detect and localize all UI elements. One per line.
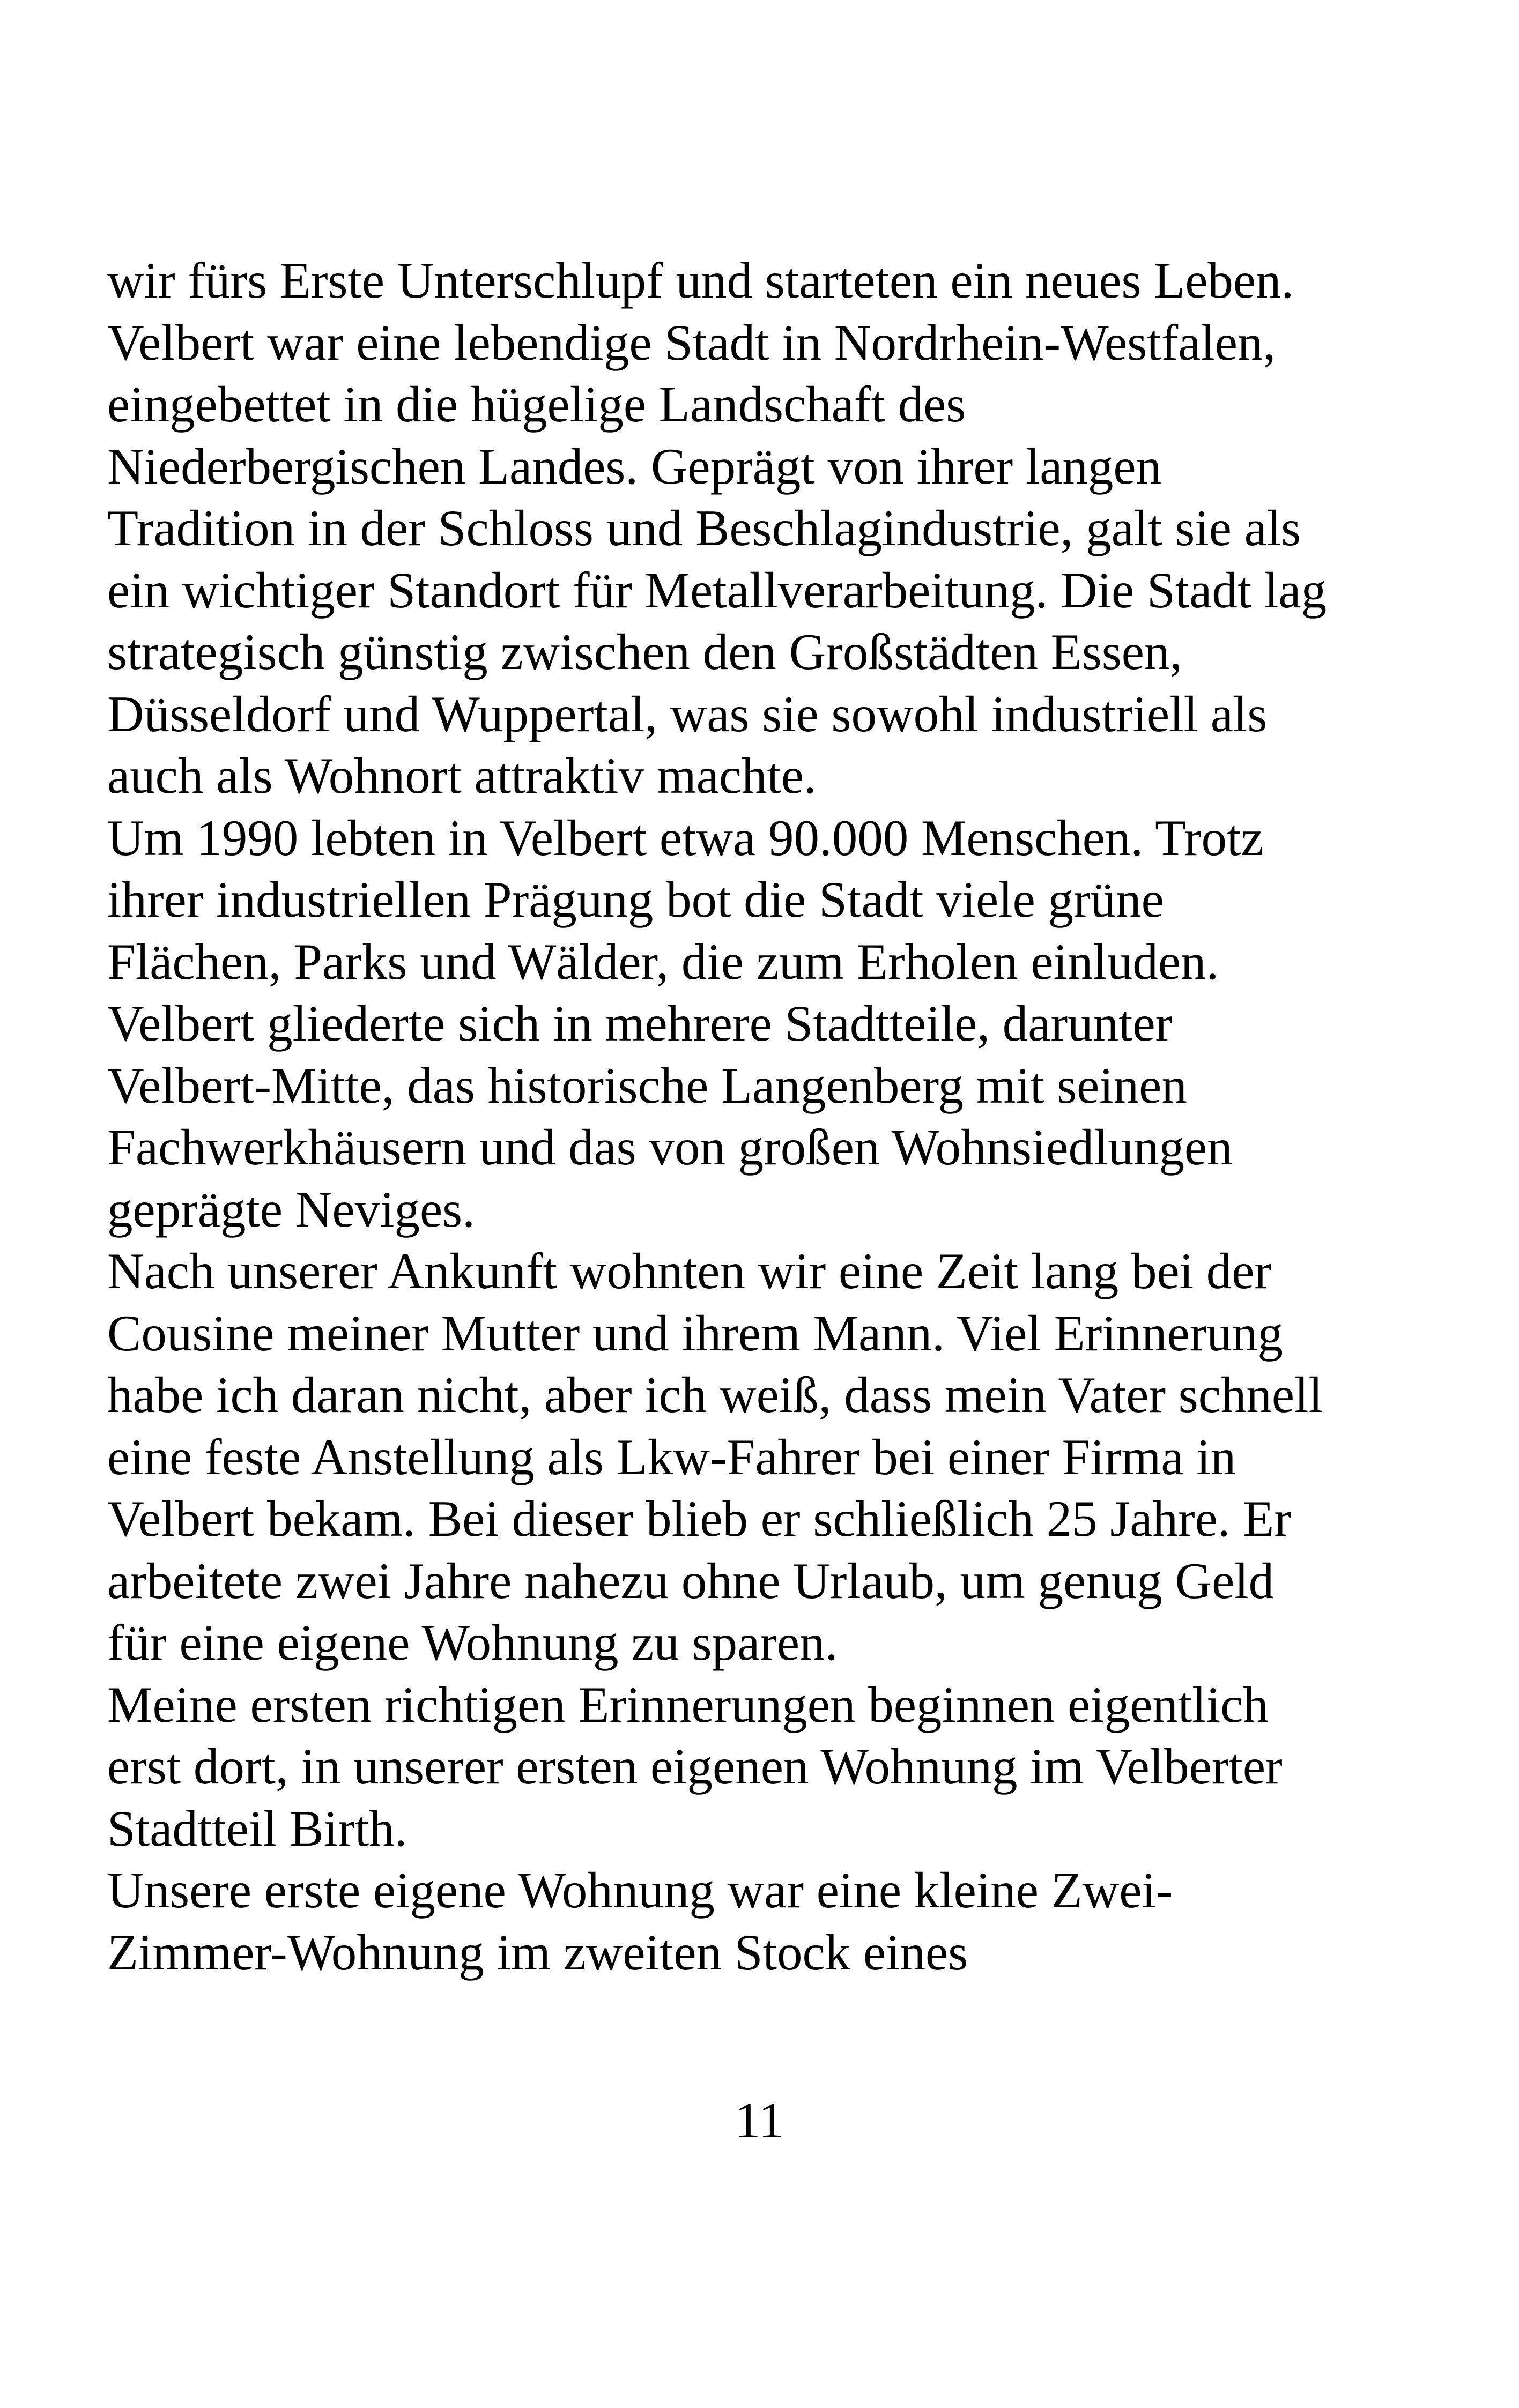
text-line: erst dort, in unserer ersten eigenen Wohnung im Velberter <box>107 1738 1283 1795</box>
text-line: Stadtteil Birth. <box>107 1800 407 1857</box>
text-line: ihrer industriellen Prägung bot die Stadt viele grüne <box>107 871 1164 928</box>
text-line: Zimmer-Wohnung im zweiten Stock eines <box>107 1923 968 1981</box>
text-line: Fachwerkhäusern und das von großen Wohnsiedlungen <box>107 1119 1233 1176</box>
text-line: Flächen, Parks und Wälder, die zum Erholen einluden. <box>107 933 1219 990</box>
text-line: Cousine meiner Mutter und ihrem Mann. Viel Erinnerung <box>107 1304 1283 1362</box>
page-number: 11 <box>735 2092 784 2149</box>
text-line: strategisch günstig zwischen den Großstädten Essen, <box>107 623 1183 680</box>
text-line: Velbert bekam. Bei dieser blieb er schließlich 25 Jahre. Er <box>107 1490 1291 1547</box>
text-line: eine feste Anstellung als Lkw-Fahrer bei einer Firma in <box>107 1428 1236 1485</box>
text-line: Nach unserer Ankunft wohnten wir eine Zeit lang bei der <box>107 1243 1272 1299</box>
text-line: Tradition in der Schloss und Beschlagindustrie, galt sie als <box>107 500 1301 556</box>
text-line: Düsseldorf und Wuppertal, was sie sowohl industriell als <box>107 685 1268 742</box>
text-line: wir fürs Erste Unterschlupf und starteten ein neues Leben. <box>107 252 1294 309</box>
text-line: ein wichtiger Standort für Metallverarbeitung. Die Stadt lag <box>107 561 1327 619</box>
text-line: für eine eigene Wohnung zu sparen. <box>107 1614 838 1671</box>
text-line: eingebettet in die hügelige Landschaft des <box>107 376 966 433</box>
text-line: geprägte Neviges. <box>107 1180 475 1238</box>
text-line: Niederbergischen Landes. Geprägt von ihrer langen <box>107 437 1162 495</box>
text-line: Velbert gliederte sich in mehrere Stadtteile, darunter <box>107 995 1173 1052</box>
text-line: Unsere erste eigene Wohnung war eine kleine Zwei- <box>107 1862 1173 1919</box>
text-line: auch als Wohnort attraktiv machte. <box>107 747 817 804</box>
text-line: Velbert war eine lebendige Stadt in Nordrhein-Westfalen, <box>107 314 1276 371</box>
body-text <box>107 250 1432 1983</box>
text-line: Um 1990 lebten in Velbert etwa 90.000 Menschen. Trotz <box>107 809 1264 866</box>
text-line: Velbert-Mitte, das historische Langenberg mit seinen <box>107 1057 1187 1114</box>
text-line: habe ich daran nicht, aber ich weiß, dass mein Vater schnell <box>107 1366 1323 1423</box>
text-line: Meine ersten richtigen Erinnerungen beginnen eigentlich <box>107 1676 1269 1733</box>
text-line: arbeitete zwei Jahre nahezu ohne Urlaub, um genug Geld <box>107 1552 1275 1609</box>
